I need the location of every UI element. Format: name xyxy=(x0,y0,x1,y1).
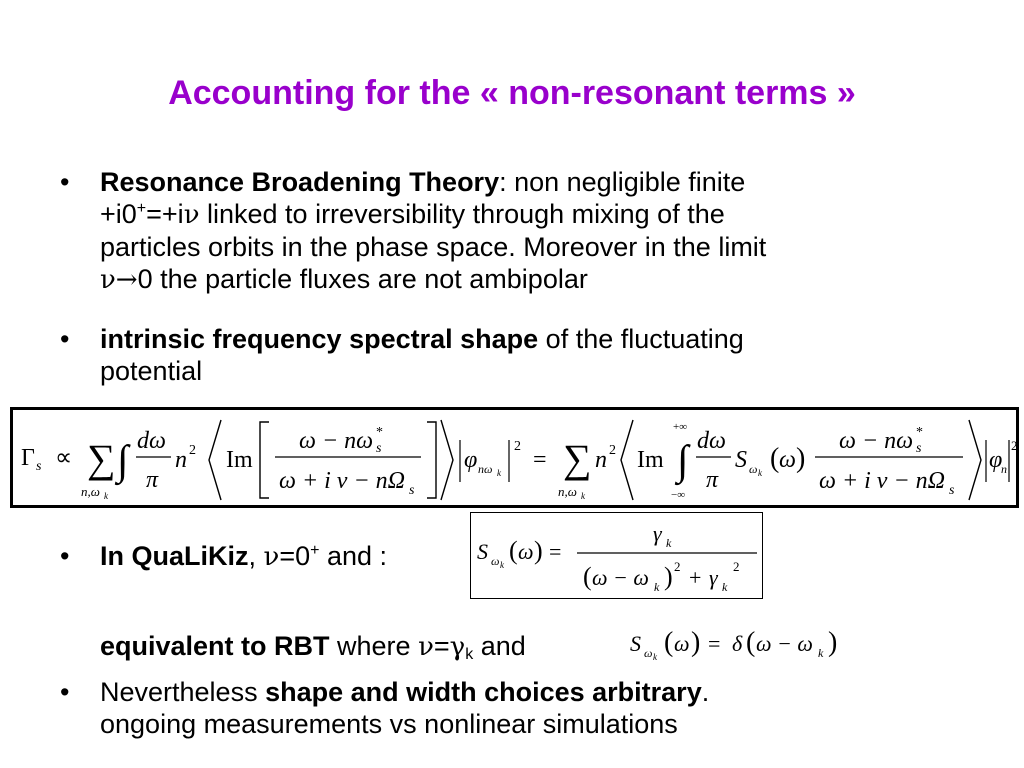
svg-text:k: k xyxy=(497,468,501,478)
b1-l4-post: 0 the particle fluxes are not ambipolar xyxy=(137,264,588,294)
bullet1-line4 xyxy=(100,263,766,296)
b1-l2-nu: ν xyxy=(183,200,200,230)
svg-text:ω − nω: ω − nω xyxy=(299,428,374,454)
svg-text:2: 2 xyxy=(1011,438,1018,453)
rbt-heading: Resonance Broadening Theory xyxy=(100,167,500,197)
rbt-and: and xyxy=(473,631,526,661)
svg-text:ω: ω xyxy=(779,447,796,473)
bullet1-line1 xyxy=(100,166,766,198)
b1-l2-pre: +i0 xyxy=(100,199,137,229)
b4-dot: . xyxy=(701,677,710,707)
bullet2-line2: potential xyxy=(100,356,203,386)
svg-text:Im: Im xyxy=(637,447,664,473)
svg-text:π: π xyxy=(146,467,159,493)
svg-text:k: k xyxy=(581,491,585,501)
svg-text:S: S xyxy=(477,539,488,564)
svg-text:): ) xyxy=(691,627,701,658)
rbt-equivalence-text xyxy=(100,630,526,663)
svg-text:∝: ∝ xyxy=(55,445,73,471)
bullet-nevertheless-text xyxy=(100,676,709,740)
bullet4-line2: ongoing measurements vs nonlinear simulations xyxy=(100,709,678,739)
bullet4-line1 xyxy=(100,676,709,708)
svg-text:k: k xyxy=(104,491,108,501)
rbt-k: k xyxy=(465,646,474,663)
bullet-qualikiz-text xyxy=(100,540,387,573)
b4-pre: Nevertheless xyxy=(100,677,266,707)
bullet-dot: • xyxy=(60,167,70,197)
svg-text:n,ω: n,ω xyxy=(558,484,577,499)
svg-text:*: * xyxy=(916,425,923,440)
svg-text:+∞: +∞ xyxy=(673,421,688,433)
b4-bold: shape and width choices arbitrary xyxy=(265,677,702,707)
svg-text:ω: ω xyxy=(749,462,758,476)
svg-text:ω: ω xyxy=(491,554,500,568)
svg-text:γ: γ xyxy=(653,521,662,546)
svg-text:k: k xyxy=(722,580,728,594)
delta-equation xyxy=(628,618,888,664)
svg-text:ω: ω xyxy=(518,539,534,564)
svg-text:Im: Im xyxy=(226,447,253,473)
svg-text:ω − ω: ω − ω xyxy=(592,565,649,590)
svg-text:nω: nω xyxy=(478,462,493,476)
svg-text:γ: γ xyxy=(709,565,718,590)
svg-text:n,ω: n,ω xyxy=(81,484,100,499)
svg-text:+: + xyxy=(689,565,702,590)
svg-text:s: s xyxy=(376,441,382,456)
spectral-heading: intrinsic frequency spectral shape xyxy=(100,324,539,354)
b3-tail: and : xyxy=(319,541,388,571)
rbt-nu: ν xyxy=(418,632,434,662)
flux-equation-box xyxy=(10,407,1019,508)
svg-text:∑: ∑ xyxy=(87,436,116,481)
svg-text:ω + i ν − nΩ: ω + i ν − nΩ xyxy=(279,468,406,494)
rbt-where: where xyxy=(329,631,419,661)
bullet-dot: • xyxy=(60,541,70,571)
lorentzian-equation xyxy=(471,513,762,598)
rbt-eq: = xyxy=(433,631,450,661)
b1-l2-post: linked to irreversibility through mixing of the xyxy=(199,199,725,229)
svg-text:s: s xyxy=(36,459,42,474)
bullet1-rest: : non negligible finite xyxy=(499,167,746,197)
svg-text:): ) xyxy=(796,443,806,474)
bullet-dot: • xyxy=(60,324,70,354)
svg-text:k: k xyxy=(500,560,504,570)
svg-text:2: 2 xyxy=(733,559,740,574)
bullet-spectral-text xyxy=(100,323,744,387)
svg-text:k: k xyxy=(654,580,660,594)
lorentzian-equation-box xyxy=(470,512,763,599)
svg-text:=: = xyxy=(533,447,547,473)
svg-text:ω: ω xyxy=(644,646,653,660)
rbt-equivalent-heading: equivalent to RBT xyxy=(100,631,330,661)
b3-eq: =0 xyxy=(279,541,311,571)
svg-text:dω: dω xyxy=(697,428,726,454)
svg-text:(: ( xyxy=(770,443,780,474)
qualikiz-heading: In QuaLiKiz xyxy=(100,541,249,571)
svg-text:ω − ω: ω − ω xyxy=(756,631,813,656)
svg-text:Γ: Γ xyxy=(21,445,35,471)
b3-nu: ν xyxy=(263,542,280,572)
bullet2-line1 xyxy=(100,323,744,355)
svg-text:(: ( xyxy=(664,627,674,658)
svg-text:∑: ∑ xyxy=(563,436,592,481)
svg-text:2: 2 xyxy=(189,443,196,458)
svg-text:ω − nω: ω − nω xyxy=(839,428,914,454)
svg-text:(: ( xyxy=(746,627,756,658)
bullet-rbt-text xyxy=(100,166,766,296)
svg-text:): ) xyxy=(828,627,838,658)
bullet-dot: • xyxy=(60,677,70,707)
b1-l2-sup: + xyxy=(136,200,147,217)
bullet1-line3: particles orbits in the phase space. Moreover in the limit xyxy=(100,232,767,262)
svg-text:(: ( xyxy=(509,536,518,565)
svg-text:S: S xyxy=(630,631,641,656)
svg-text:2: 2 xyxy=(514,439,521,454)
slide-title: Accounting for the « non-resonant terms » xyxy=(168,74,856,112)
flux-equation xyxy=(13,410,1016,505)
b1-l4-nu: ν→ xyxy=(100,265,138,295)
svg-text:2: 2 xyxy=(674,559,681,574)
svg-text:∫: ∫ xyxy=(117,438,129,484)
svg-text:n: n xyxy=(175,447,187,473)
svg-text:dω: dω xyxy=(137,428,166,454)
svg-text:k: k xyxy=(758,468,762,478)
svg-text:=: = xyxy=(549,539,562,564)
svg-text:): ) xyxy=(664,562,673,591)
svg-text:ω: ω xyxy=(674,631,690,656)
bullet1-line2 xyxy=(100,198,766,231)
svg-text:k: k xyxy=(818,646,824,660)
b3-sup: + xyxy=(310,542,320,559)
bullet2-rest: of the fluctuating xyxy=(538,324,744,354)
rbt-gamma: γ xyxy=(449,632,466,662)
svg-text:φ: φ xyxy=(464,447,478,473)
svg-text:∫: ∫ xyxy=(677,438,689,484)
svg-text:n: n xyxy=(1001,462,1007,476)
svg-text:2: 2 xyxy=(609,443,616,458)
svg-text:S: S xyxy=(735,447,747,473)
svg-text:δ: δ xyxy=(732,631,743,656)
svg-text:): ) xyxy=(534,536,543,565)
svg-text:s: s xyxy=(916,441,922,456)
svg-text:−∞: −∞ xyxy=(671,489,686,501)
svg-text:π: π xyxy=(706,467,719,493)
b1-l2-mid: =+i xyxy=(146,199,184,229)
svg-text:ω + i ν − nΩ: ω + i ν − nΩ xyxy=(819,468,946,494)
svg-text:(: ( xyxy=(583,562,592,591)
b3-comma: , xyxy=(248,541,264,571)
svg-text:=: = xyxy=(708,631,721,656)
svg-text:n: n xyxy=(595,447,607,473)
svg-text:s: s xyxy=(409,483,415,498)
svg-text:k: k xyxy=(653,652,657,662)
svg-text:k: k xyxy=(666,536,672,550)
svg-text:φ: φ xyxy=(989,447,1003,473)
svg-text:*: * xyxy=(376,425,383,440)
svg-text:s: s xyxy=(949,483,955,498)
